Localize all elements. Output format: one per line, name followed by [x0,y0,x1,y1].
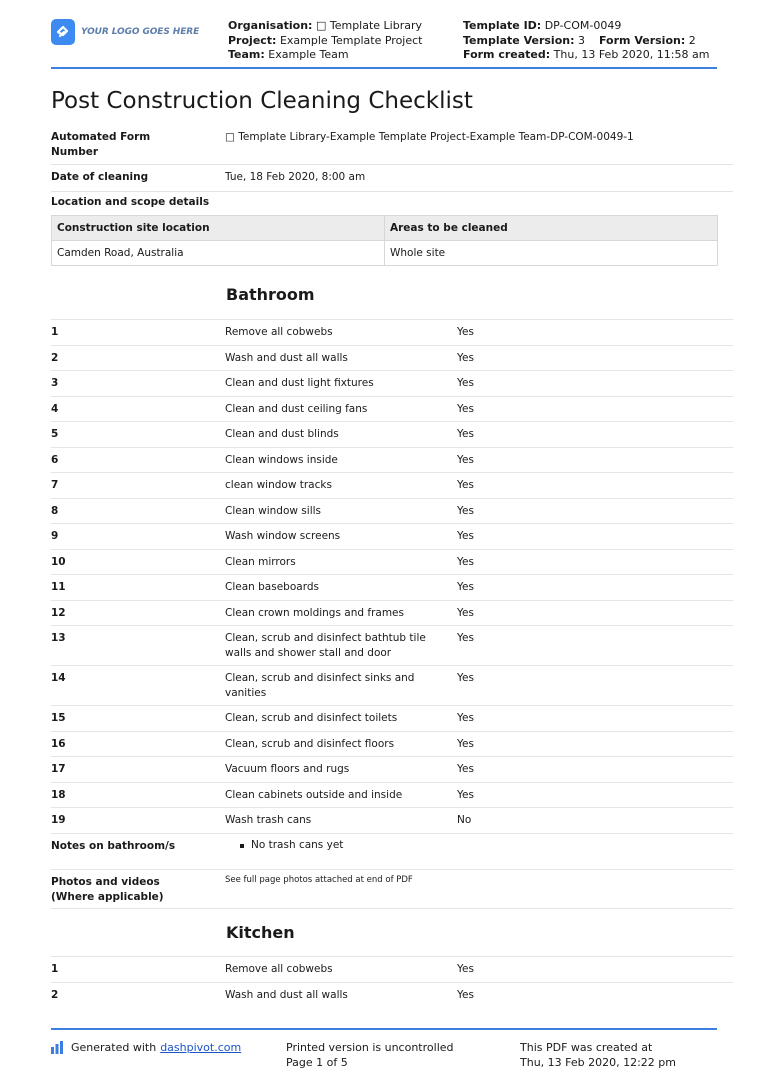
item-answer: Yes [457,581,474,593]
item-number: 5 [51,428,59,440]
header-template-info [463,19,709,63]
item-number: 14 [51,672,66,684]
bathroom-photos-value: See full page photos attached at end of PDF [225,875,413,885]
item-answer: No [457,814,472,826]
bathroom-notes-row [51,833,733,869]
item-answer: Yes [457,402,474,415]
checklist-row [51,807,733,833]
footer-created-line1: This PDF was created at [520,1041,653,1054]
item-number: 19 [51,814,66,826]
company-logo [51,19,199,45]
section-title-kitchen: Kitchen [226,923,295,942]
page-title: Post Construction Cleaning Checklist [51,88,473,114]
checklist-row [51,574,733,600]
item-task: Clean crown moldings and frames [225,606,404,619]
scope-areas-value: Whole site [385,241,718,266]
header-divider [51,67,717,69]
checklist-row [51,498,733,524]
item-answer: Yes [457,555,474,568]
item-number: 1 [51,326,59,338]
form-created-value: Thu, 13 Feb 2020, 11:58 am [553,48,710,61]
date-of-cleaning-row [51,165,733,192]
item-answer: Yes [457,788,474,801]
footer-created-line2: Thu, 13 Feb 2020, 12:22 pm [520,1056,677,1069]
checklist-row [51,731,733,757]
checklist-row [51,549,733,575]
scope-col-location-header: Construction site location [52,216,385,241]
header-org-info [228,19,423,63]
item-number: 1 [51,963,59,975]
footer-generated [51,1040,241,1055]
checklist-row [51,705,733,731]
organisation-label: Organisation: [228,19,313,32]
template-id-label: Template ID: [463,19,542,32]
dashpivot-bars-icon [51,1041,66,1054]
item-answer: Yes [457,326,474,338]
section-title-bathroom: Bathroom [226,285,315,304]
logo-text: YOUR LOGO GOES HERE [81,27,200,37]
item-task: Clean, scrub and disinfect toilets [225,712,398,724]
team-value: Example Team [268,48,349,61]
footer-created [520,1040,676,1070]
item-number: 13 [51,632,66,644]
item-number: 3 [51,377,59,389]
item-number: 17 [51,763,66,775]
form-created-label: Form created: [463,48,551,61]
logo-icon [51,19,75,45]
item-number: 8 [51,504,59,517]
item-task: Remove all cobwebs [225,963,333,975]
item-answer: Yes [457,351,474,364]
form-number-row [51,128,733,165]
item-number: 7 [51,479,59,491]
checklist-row [51,345,733,371]
item-task: Wash trash cans [225,814,312,826]
item-number: 15 [51,712,66,724]
checklist-row [51,782,733,808]
item-answer: Yes [457,737,474,750]
footer-generated-text: Generated with [71,1041,157,1054]
scope-col-areas-header: Areas to be cleaned [385,216,718,241]
item-task: Wash and dust all walls [225,351,348,364]
item-task: Vacuum floors and rugs [225,763,350,775]
checklist-row [51,665,733,705]
form-number-label: Automated Form Number [51,131,151,158]
template-version-value: 3 [577,33,585,47]
item-task: Clean, scrub and disinfect floors [225,737,395,750]
item-task: Clean window sills [225,504,322,517]
form-number-value: □ Template Library-Example Template Project-Example Team-DP-COM-0049-1 [225,131,634,143]
item-answer: Yes [457,672,474,684]
checklist-row [51,600,733,626]
item-number: 18 [51,788,66,801]
item-task: Wash window screens [225,530,341,542]
project-label: Project: [228,33,277,47]
bathroom-notes-item: No trash cans yet [251,839,344,851]
item-task: Wash and dust all walls [225,989,348,1001]
item-answer: Yes [457,377,474,389]
item-task: Clean and dust ceiling fans [225,402,368,415]
item-number: 2 [51,989,59,1001]
item-answer: Yes [457,453,474,466]
item-number: 12 [51,606,66,619]
item-task: Remove all cobwebs [225,326,333,338]
item-task: Clean, scrub and disinfect bathtub tile walls and shower stall and door [225,632,426,659]
footer-printed-line1: Printed version is uncontrolled [286,1041,454,1054]
item-number: 2 [51,351,59,364]
bathroom-photos-label: Photos and videos (Where applicable) [51,876,164,903]
scope-location-value: Camden Road, Australia [52,241,385,266]
item-number: 9 [51,530,59,542]
item-number: 4 [51,402,59,415]
date-of-cleaning-value: Tue, 18 Feb 2020, 8:00 am [225,171,366,183]
item-task: Clean mirrors [225,555,296,568]
footer-printed [286,1040,454,1070]
form-version-label: Form Version: [598,33,686,47]
dashpivot-link[interactable]: dashpivot.com [160,1041,242,1054]
item-answer: Yes [457,504,474,517]
template-id-value: DP-COM-0049 [544,19,622,32]
checklist-row [51,523,733,549]
item-answer: Yes [457,963,474,975]
item-answer: Yes [457,712,474,724]
item-task: Clean and dust blinds [225,428,339,440]
item-answer: Yes [457,606,474,619]
form-version-value: 2 [688,33,696,47]
checklist-row [51,319,733,345]
checklist-row [51,625,733,665]
item-task: Clean and dust light fixtures [225,377,374,389]
item-task: clean window tracks [225,479,332,491]
scope-label: Location and scope details [51,196,210,208]
organisation-value: □ Template Library [315,19,423,32]
checklist-row [51,956,733,982]
checklist-row [51,756,733,782]
footer-divider [51,1028,717,1030]
item-answer: Yes [457,989,474,1001]
item-answer: Yes [457,632,474,644]
item-number: 16 [51,737,66,750]
item-task: Clean baseboards [225,581,319,593]
bathroom-notes-label: Notes on bathroom/s [51,840,176,852]
checklist-row [51,396,733,422]
item-answer: Yes [457,763,474,775]
footer-page-number: Page 1 of 5 [286,1056,348,1069]
item-task: Clean windows inside [225,453,338,466]
bathroom-photos-row [51,869,733,909]
team-label: Team: [228,48,265,61]
scope-table [51,215,718,266]
checklist-row [51,447,733,473]
checklist-row [51,421,733,447]
item-answer: Yes [457,479,474,491]
date-of-cleaning-label: Date of cleaning [51,171,149,183]
project-value: Example Template Project [279,33,423,47]
item-number: 10 [51,555,66,568]
item-number: 11 [51,581,66,593]
checklist-row [51,982,733,1008]
checklist-row [51,370,733,396]
item-task: Clean, scrub and disinfect sinks and vanities [225,672,415,699]
item-answer: Yes [457,530,474,542]
item-answer: Yes [457,428,474,440]
template-version-label: Template Version: [463,33,575,47]
item-number: 6 [51,453,59,466]
item-task: Clean cabinets outside and inside [225,788,403,801]
checklist-row [51,472,733,498]
